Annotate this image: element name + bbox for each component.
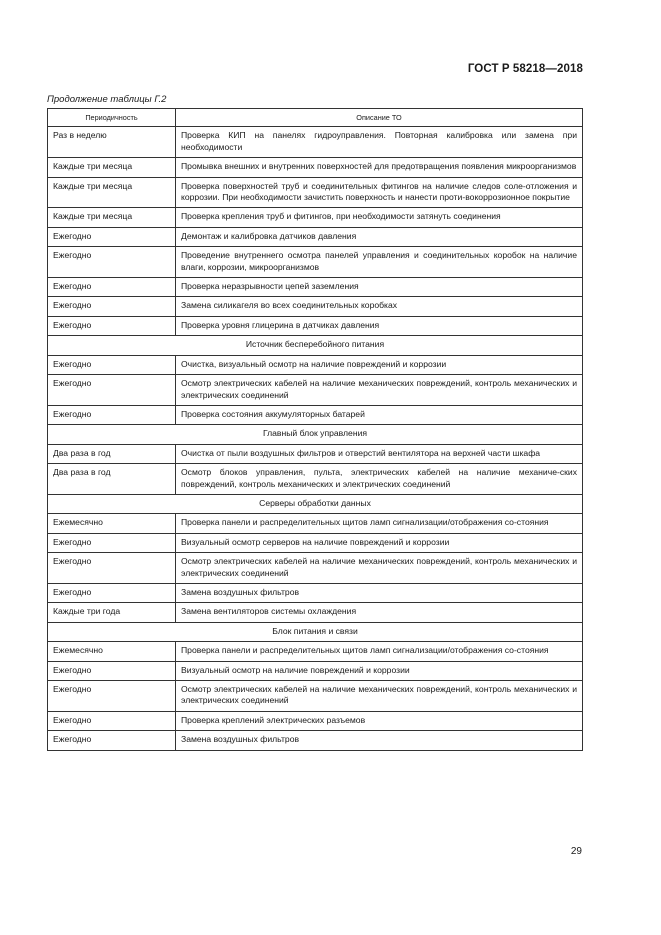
period-cell: Ежегодно (48, 278, 176, 297)
period-cell: Ежегодно (48, 355, 176, 374)
period-cell: Два раза в год (48, 444, 176, 463)
description-cell: Замена силикагеля во всех соединительных коробках (176, 297, 583, 316)
column-header-description: Описание ТО (176, 109, 583, 127)
section-row (48, 494, 583, 513)
section-title: Источник бесперебойного питания (48, 336, 583, 355)
description-cell: Замена вентиляторов системы охлаждения (176, 603, 583, 622)
maintenance-table (47, 108, 583, 751)
table-row (48, 661, 583, 680)
period-cell: Ежегодно (48, 731, 176, 750)
table-row (48, 583, 583, 602)
table-row (48, 355, 583, 374)
page-number: 29 (570, 846, 582, 857)
description-cell: Проверка состояния аккумуляторных батарей (176, 405, 583, 424)
table-row (48, 405, 583, 424)
description-cell: Проверка панели и распределительных щитов ламп сигнализации/отображения со-стояния (176, 514, 583, 533)
period-cell: Ежегодно (48, 583, 176, 602)
period-cell: Два раза в год (48, 464, 176, 495)
column-header-period: Периодичность (48, 109, 176, 127)
description-cell: Осмотр электрических кабелей на наличие механических повреждений, контроль механических и электрических соединений (176, 681, 583, 712)
period-cell: Ежегодно (48, 375, 176, 406)
table-row (48, 553, 583, 584)
description-cell: Замена воздушных фильтров (176, 583, 583, 602)
description-cell: Визуальный осмотр серверов на наличие повреждений и коррозии (176, 533, 583, 552)
description-cell: Промывка внешних и внутренних поверхностей для предотвращения появления микроорганизмов (176, 158, 583, 177)
table-header-row (48, 109, 583, 127)
period-cell: Ежегодно (48, 227, 176, 246)
table-row (48, 711, 583, 730)
period-cell: Каждые три месяца (48, 177, 176, 208)
table-body (48, 127, 583, 750)
table-row (48, 177, 583, 208)
table-row (48, 247, 583, 278)
description-cell: Очистка от пыли воздушных фильтров и отверстий вентилятора на верхней части шкафа (176, 444, 583, 463)
description-cell: Проверка панели и распределительных щитов ламп сигнализации/отображения со-стояния (176, 642, 583, 661)
period-cell: Каждые три месяца (48, 208, 176, 227)
table-row (48, 278, 583, 297)
period-cell: Ежегодно (48, 247, 176, 278)
description-cell: Проверка креплений электрических разъемов (176, 711, 583, 730)
section-title: Главный блок управления (48, 425, 583, 444)
section-title: Серверы обработки данных (48, 494, 583, 513)
period-cell: Ежегодно (48, 297, 176, 316)
section-title: Блок питания и связи (48, 622, 583, 641)
table-row (48, 127, 583, 158)
section-row (48, 336, 583, 355)
description-cell: Проверка КИП на панелях гидроуправления. Повторная калибровка или замена при необходимости (176, 127, 583, 158)
table-row (48, 514, 583, 533)
period-cell: Ежегодно (48, 553, 176, 584)
period-cell: Ежемесячно (48, 642, 176, 661)
description-cell: Проверка неразрывности цепей заземления (176, 278, 583, 297)
table-row (48, 464, 583, 495)
period-cell: Раз в неделю (48, 127, 176, 158)
period-cell: Ежегодно (48, 316, 176, 335)
description-cell: Визуальный осмотр на наличие повреждений и коррозии (176, 661, 583, 680)
description-cell: Осмотр электрических кабелей на наличие механических повреждений, контроль механических и электрических соединений (176, 553, 583, 584)
period-cell: Ежегодно (48, 661, 176, 680)
description-cell: Проверка уровня глицерина в датчиках давления (176, 316, 583, 335)
table-row (48, 731, 583, 750)
period-cell: Каждые три года (48, 603, 176, 622)
description-cell: Проверка крепления труб и фитингов, при необходимости затянуть соединения (176, 208, 583, 227)
document-code: ГОСТ Р 58218—2018 (467, 63, 583, 75)
table-row (48, 297, 583, 316)
table-row (48, 316, 583, 335)
description-cell: Замена воздушных фильтров (176, 731, 583, 750)
description-cell: Проверка поверхностей труб и соединительных фитингов на наличие следов соле-отложения и коррозии. При необходимости зачистить поверхность и нанести проти-вокоррозионное покрытие (176, 177, 583, 208)
period-cell: Ежемесячно (48, 514, 176, 533)
table-row (48, 444, 583, 463)
period-cell: Ежегодно (48, 533, 176, 552)
description-cell: Демонтаж и калибровка датчиков давления (176, 227, 583, 246)
table-row (48, 375, 583, 406)
table-row (48, 603, 583, 622)
section-row (48, 622, 583, 641)
table-row (48, 642, 583, 661)
section-row (48, 425, 583, 444)
table-row (48, 158, 583, 177)
table-row (48, 227, 583, 246)
period-cell: Ежегодно (48, 681, 176, 712)
table-caption: Продолжение таблицы Г.2 (47, 94, 167, 105)
description-cell: Проведение внутреннего осмотра панелей управления и соединительных коробок на наличие влаги, коррозии, микроорганизмов (176, 247, 583, 278)
description-cell: Осмотр блоков управления, пульта, электрических кабелей на наличие механиче-ских повреждений, контроль механических и электрических соединений (176, 464, 583, 495)
description-cell: Очистка, визуальный осмотр на наличие повреждений и коррозии (176, 355, 583, 374)
table-row (48, 681, 583, 712)
period-cell: Ежегодно (48, 405, 176, 424)
period-cell: Ежегодно (48, 711, 176, 730)
table-row (48, 533, 583, 552)
table-row (48, 208, 583, 227)
period-cell: Каждые три месяца (48, 158, 176, 177)
description-cell: Осмотр электрических кабелей на наличие механических повреждений, контроль механических и электрических соединений (176, 375, 583, 406)
